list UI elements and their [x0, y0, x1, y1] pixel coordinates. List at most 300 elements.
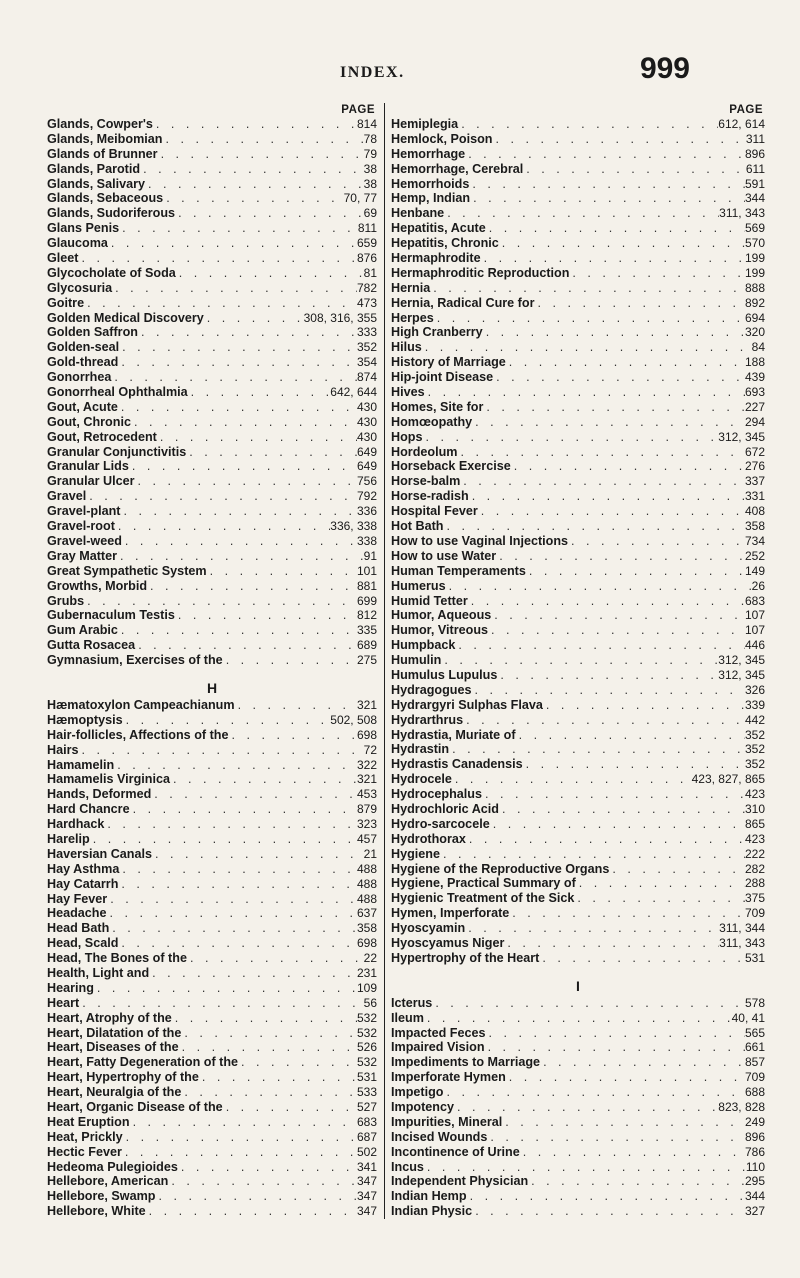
index-term: Humerus	[391, 578, 446, 593]
page-ref: 81	[363, 265, 377, 280]
index-entry	[391, 1055, 765, 1070]
page-ref: 473	[356, 295, 377, 310]
index-entry	[47, 936, 377, 951]
page-ref: 252	[744, 548, 765, 563]
page-ref: 321	[356, 697, 377, 712]
index-entry	[391, 891, 765, 906]
index-entry	[391, 117, 765, 132]
index-term: Hectic Fever	[47, 1144, 122, 1159]
page-ref: 687	[356, 1129, 377, 1144]
dot-leader	[145, 177, 364, 192]
dot-leader	[118, 623, 357, 638]
dot-leader	[540, 1055, 745, 1070]
index-entry	[47, 1085, 377, 1100]
index-term: Hordeolum	[391, 444, 458, 459]
page-ref: 526	[356, 1040, 377, 1055]
index-term: Heat Eruption	[47, 1114, 130, 1129]
index-term: Hygiene, Practical Summary of	[391, 876, 576, 891]
dot-leader	[199, 1070, 357, 1085]
dot-leader	[534, 296, 744, 311]
dot-leader	[454, 1100, 718, 1115]
page-ref: 72	[363, 742, 377, 757]
index-term: Hernia, Radical Cure for	[391, 295, 535, 310]
dot-leader	[188, 385, 331, 400]
dot-leader	[135, 638, 357, 653]
page-ref: 782	[356, 280, 377, 295]
index-entry	[391, 1115, 765, 1130]
page-ref: 312, 345	[718, 667, 765, 682]
dot-leader	[483, 325, 745, 340]
index-entry	[391, 668, 765, 683]
index-term: Hemp, Indian	[391, 191, 471, 206]
page-ref: 408	[744, 504, 765, 519]
index-term: Granular Lids	[47, 459, 129, 474]
index-entry	[47, 370, 377, 385]
dot-leader	[486, 221, 745, 236]
dot-leader	[496, 549, 745, 564]
dot-leader	[452, 772, 692, 787]
page-ref: 698	[356, 936, 377, 951]
dot-leader	[472, 1204, 745, 1219]
index-entry	[391, 474, 765, 489]
index-entry	[47, 564, 377, 579]
index-term: Hospital Fever	[391, 504, 478, 519]
dot-leader	[140, 162, 364, 177]
index-entry	[47, 1011, 377, 1026]
index-term: Heart, Diseases of the	[47, 1040, 179, 1055]
page-ref: 109	[356, 980, 377, 995]
index-term: Hygienic Treatment of the Sick	[391, 891, 575, 906]
index-entry	[391, 906, 765, 921]
index-term: Hydro-sarcocele	[391, 816, 490, 831]
index-term: Gold-thread	[47, 355, 119, 370]
index-entry	[47, 847, 377, 862]
index-entry	[391, 638, 765, 653]
index-term: Human Temperaments	[391, 563, 526, 578]
index-term: Hepatitis, Chronic	[391, 236, 499, 251]
index-entry	[391, 713, 765, 728]
dot-leader	[131, 415, 357, 430]
index-entry	[391, 579, 765, 594]
page-ref: 756	[356, 474, 377, 489]
dot-leader	[107, 892, 357, 907]
page-ref: 709	[744, 906, 765, 921]
index-entry	[391, 802, 765, 817]
page-ref: 423	[744, 831, 765, 846]
dot-leader	[471, 683, 744, 698]
index-term: Gleet	[47, 251, 79, 266]
page-ref: 502, 508	[330, 712, 377, 727]
index-entry	[391, 430, 765, 445]
index-term: Gonorrhea	[47, 370, 112, 385]
dot-leader	[481, 251, 745, 266]
dot-leader	[497, 668, 718, 683]
index-term: Heat, Prickly	[47, 1129, 123, 1144]
index-term: Imperforate Hymen	[391, 1070, 506, 1085]
dot-leader	[146, 1204, 357, 1219]
index-term: Hellebore, Swamp	[47, 1189, 156, 1204]
page-ref: 694	[744, 310, 765, 325]
index-term: Hardhack	[47, 817, 105, 832]
index-term: Homœopathy	[391, 414, 473, 429]
dot-leader	[155, 1189, 356, 1204]
index-term: Hydrocele	[391, 772, 452, 787]
index-entry	[47, 355, 377, 370]
index-entry	[391, 757, 765, 772]
index-term: Hellebore, White	[47, 1204, 146, 1219]
index-entry	[391, 266, 765, 281]
index-term: Head, Scald	[47, 936, 119, 951]
index-term: Haversian Canals	[47, 846, 153, 861]
index-term: Hydrothorax	[391, 831, 466, 846]
index-entry	[47, 206, 377, 221]
index-entry	[47, 892, 377, 907]
page-ref: 488	[356, 876, 377, 891]
index-entry	[391, 236, 765, 251]
index-term: Impetigo	[391, 1085, 444, 1100]
page-ref: 322	[356, 757, 377, 772]
index-entry	[391, 355, 765, 370]
index-entry	[391, 1189, 765, 1204]
index-term: Gravel-root	[47, 519, 115, 534]
dot-leader	[576, 876, 745, 891]
index-entry	[47, 906, 377, 921]
dot-leader	[223, 653, 357, 668]
index-term: Hermaphroditic Reproduction	[391, 265, 570, 280]
page-ref: 888	[744, 280, 765, 295]
index-entry	[47, 415, 377, 430]
index-entry	[47, 802, 377, 817]
page-ref: 311	[745, 131, 765, 146]
index-entry	[47, 787, 377, 802]
index-term: Indian Physic	[391, 1204, 473, 1219]
page-ref: 874	[356, 370, 377, 385]
index-term: Glands of Brunner	[47, 146, 158, 161]
dot-leader	[478, 504, 745, 519]
index-term: Hives	[391, 385, 425, 400]
index-entry	[391, 504, 765, 519]
page-ref: 327	[744, 1204, 765, 1219]
page-ref: 881	[356, 578, 377, 593]
dot-leader	[90, 832, 357, 847]
dot-leader	[86, 489, 357, 504]
dot-leader	[94, 981, 357, 996]
dot-leader	[523, 162, 746, 177]
index-entry	[47, 549, 377, 564]
page-ref: 21	[363, 846, 377, 861]
index-term: Incised Wounds	[391, 1129, 488, 1144]
dot-leader	[122, 534, 357, 549]
page-ref: 38	[363, 176, 377, 191]
page-ref: 84	[751, 340, 765, 355]
index-entry	[391, 415, 765, 430]
dot-leader	[487, 1130, 745, 1145]
page-ref: 699	[356, 593, 377, 608]
index-term: Henbane	[391, 206, 445, 221]
index-term: Hedeoma Pulegioides	[47, 1159, 178, 1174]
dot-leader	[469, 489, 745, 504]
page-ref: 56	[363, 995, 377, 1010]
dot-leader	[569, 266, 745, 281]
page-ref: 430	[356, 429, 377, 444]
index-term: Glands, Meibomian	[47, 131, 163, 146]
page-ref: 709	[744, 1070, 765, 1085]
index-entry	[47, 623, 377, 638]
page-ref: 814	[356, 117, 377, 131]
index-term: How to use Water	[391, 548, 497, 563]
index-entry	[391, 847, 765, 862]
dot-leader	[482, 787, 745, 802]
page-ref: 502	[356, 1144, 377, 1159]
page-ref: 227	[744, 399, 765, 414]
index-entry	[391, 1204, 765, 1219]
index-term: Golden-seal	[47, 340, 120, 355]
index-entry	[47, 966, 377, 981]
dot-leader	[179, 1040, 357, 1055]
index-entry	[391, 400, 765, 415]
dot-leader	[424, 1160, 746, 1175]
index-entry	[47, 236, 377, 251]
dot-leader	[492, 132, 745, 147]
index-term: Humpback	[391, 638, 456, 653]
index-entry	[47, 281, 377, 296]
index-entry	[391, 191, 765, 206]
index-entry	[391, 594, 765, 609]
index-term: Indian Hemp	[391, 1189, 467, 1204]
page-ref: 69	[363, 206, 377, 221]
dot-leader	[118, 877, 357, 892]
dot-leader	[79, 251, 357, 266]
index-entry	[391, 221, 765, 236]
dot-leader	[172, 1011, 357, 1026]
page-ref: 321	[356, 772, 377, 787]
index-entry	[391, 206, 765, 221]
index-term: Hernia	[391, 280, 431, 295]
page-ref: 659	[356, 236, 377, 251]
index-term: Humid Tetter	[391, 593, 468, 608]
dot-leader	[523, 757, 745, 772]
dot-leader	[181, 1026, 357, 1041]
dot-leader	[228, 728, 357, 743]
index-entry	[391, 683, 765, 698]
page-ref: 320	[744, 325, 765, 340]
dot-leader	[485, 1040, 745, 1055]
page-ref: 439	[744, 370, 765, 385]
page-ref: 896	[744, 146, 765, 161]
page-ref: 70, 77	[343, 191, 377, 206]
index-term: Heart, Neuralgia of the	[47, 1085, 182, 1100]
page-ref: 649	[356, 459, 377, 474]
index-term: Gymnasium, Exercises of the	[47, 653, 223, 668]
page-column-heading: PAGE	[729, 104, 763, 116]
dot-leader	[223, 1100, 357, 1115]
index-entry	[391, 772, 765, 787]
index-term: Hydrarthrus	[391, 712, 464, 727]
index-term: Hops	[391, 429, 423, 444]
page-ref: 423	[744, 787, 765, 802]
index-term: Health, Light and	[47, 965, 150, 980]
dot-leader	[443, 519, 745, 534]
dot-leader	[443, 1085, 744, 1100]
index-entry	[47, 489, 377, 504]
page-ref: 430	[356, 414, 377, 429]
index-term: Humulin	[391, 653, 442, 668]
index-term: Gum Arabic	[47, 623, 118, 638]
page-ref: 358	[356, 921, 377, 936]
page-ref: 276	[744, 459, 765, 474]
index-entry	[47, 608, 377, 623]
page-ref: 569	[744, 221, 765, 236]
page-ref: 812	[356, 608, 377, 623]
dot-leader	[123, 1130, 357, 1145]
index-term: Impaired Vision	[391, 1040, 485, 1055]
index-term: Gutta Rosacea	[47, 638, 136, 653]
index-entry	[391, 936, 765, 951]
index-term: Hemorrhage	[391, 146, 466, 161]
page-ref: 570	[744, 236, 765, 251]
index-entry	[47, 162, 377, 177]
index-term: How to use Vaginal Injections	[391, 533, 569, 548]
dot-leader	[504, 936, 719, 951]
dot-leader	[175, 608, 357, 623]
index-term: Hermaphrodite	[391, 251, 481, 266]
index-term: Gravel-plant	[47, 504, 121, 519]
page-ref: 689	[356, 638, 377, 653]
dot-leader	[490, 817, 745, 832]
dot-leader	[491, 608, 745, 623]
index-entry	[47, 817, 377, 832]
index-entry	[391, 996, 765, 1011]
page-ref: 326	[744, 682, 765, 697]
index-term: Humor, Vitreous	[391, 623, 489, 638]
index-term: Grubs	[47, 593, 85, 608]
index-entry	[391, 340, 765, 355]
page-ref: 288	[744, 876, 765, 891]
dot-leader	[486, 1026, 745, 1041]
index-term: Gout, Chronic	[47, 414, 131, 429]
index-entry	[47, 1026, 377, 1041]
dot-leader	[441, 653, 718, 668]
index-entry	[47, 1160, 377, 1175]
dot-leader	[511, 459, 745, 474]
page-ref: 896	[744, 1129, 765, 1144]
index-term: Hair-follicles, Affections of the	[47, 727, 229, 742]
page-ref: 222	[744, 846, 765, 861]
page-ref: 335	[356, 623, 377, 638]
index-section-i	[391, 996, 765, 1219]
index-term: Gray Matter	[47, 548, 117, 563]
index-entry	[47, 1189, 377, 1204]
index-entry	[47, 862, 377, 877]
index-term: Incontinence of Urine	[391, 1144, 520, 1159]
index-entry	[47, 772, 377, 787]
dot-leader	[149, 966, 357, 981]
index-term: Glands, Salivary	[47, 176, 146, 191]
page-ref: 532	[356, 1025, 377, 1040]
page-ref: 792	[356, 489, 377, 504]
dot-leader	[483, 400, 745, 415]
page-ref: 661	[744, 1040, 765, 1055]
page-ref: 199	[744, 265, 765, 280]
page-ref: 457	[356, 831, 377, 846]
page-ref: 231	[356, 965, 377, 980]
page-ref: 823, 828	[718, 1100, 765, 1114]
page-ref: 591	[744, 176, 765, 191]
running-title: INDEX.	[340, 64, 405, 81]
index-entry	[391, 1100, 765, 1115]
index-entry	[391, 564, 765, 579]
page-ref: 308, 316, 355	[303, 310, 377, 325]
index-entry	[47, 400, 377, 415]
page-ref: 311, 343	[719, 206, 765, 221]
index-entry	[47, 1070, 377, 1085]
index-term: Heart, Dilatation of the	[47, 1025, 182, 1040]
page-ref: 698	[356, 727, 377, 742]
page-ref: 683	[744, 593, 765, 608]
index-entry	[47, 1145, 377, 1160]
page-ref: 26	[751, 578, 765, 593]
index-term: Hamamelin	[47, 757, 115, 772]
page-ref: 375	[744, 891, 765, 906]
index-entry	[391, 325, 765, 340]
dot-leader	[465, 147, 745, 162]
index-entry	[47, 981, 377, 996]
dot-leader	[117, 549, 364, 564]
index-term: Headache	[47, 906, 107, 921]
index-term: Glycocholate of Soda	[47, 265, 176, 280]
page-ref: 295	[744, 1174, 765, 1189]
page-ref: 188	[744, 355, 765, 370]
index-entry	[391, 1145, 765, 1160]
dot-leader	[118, 400, 357, 415]
dot-leader	[422, 340, 752, 355]
index-term: Horse-radish	[391, 489, 469, 504]
index-entry	[391, 1026, 765, 1041]
index-entry	[47, 1055, 377, 1070]
dot-leader	[104, 817, 357, 832]
dot-leader	[568, 534, 745, 549]
index-entry	[391, 1130, 765, 1145]
index-term: Horseback Exercise	[391, 459, 511, 474]
dot-leader	[119, 340, 357, 355]
index-term: Hyoscyamin	[391, 921, 466, 936]
index-term: Hemorrhage, Cerebral	[391, 161, 524, 176]
index-entry	[47, 1174, 377, 1189]
index-term: Hydrastin	[391, 742, 450, 757]
dot-leader	[109, 921, 357, 936]
index-term: Golden Saffron	[47, 325, 138, 340]
dot-leader	[111, 370, 357, 385]
index-term: Gonorrheal Ophthalmia	[47, 385, 188, 400]
index-term: Hands, Deformed	[47, 787, 152, 802]
dot-leader	[449, 742, 745, 757]
dot-leader	[107, 906, 357, 921]
index-entry	[391, 281, 765, 296]
index-term: Hydrocephalus	[391, 787, 482, 802]
index-term: Glans Penis	[47, 221, 120, 236]
index-section-h-continued	[391, 117, 765, 966]
page-ref: 331	[744, 489, 765, 504]
index-entry	[47, 132, 377, 147]
dot-leader	[204, 311, 304, 326]
page-ref: 347	[356, 1174, 377, 1189]
index-term: Head, The Bones of the	[47, 951, 187, 966]
index-term: Head Bath	[47, 921, 110, 936]
page-ref: 565	[744, 1025, 765, 1040]
index-entry	[47, 1100, 377, 1115]
index-entry	[47, 728, 377, 743]
index-term: Hypertrophy of the Heart	[391, 950, 540, 965]
